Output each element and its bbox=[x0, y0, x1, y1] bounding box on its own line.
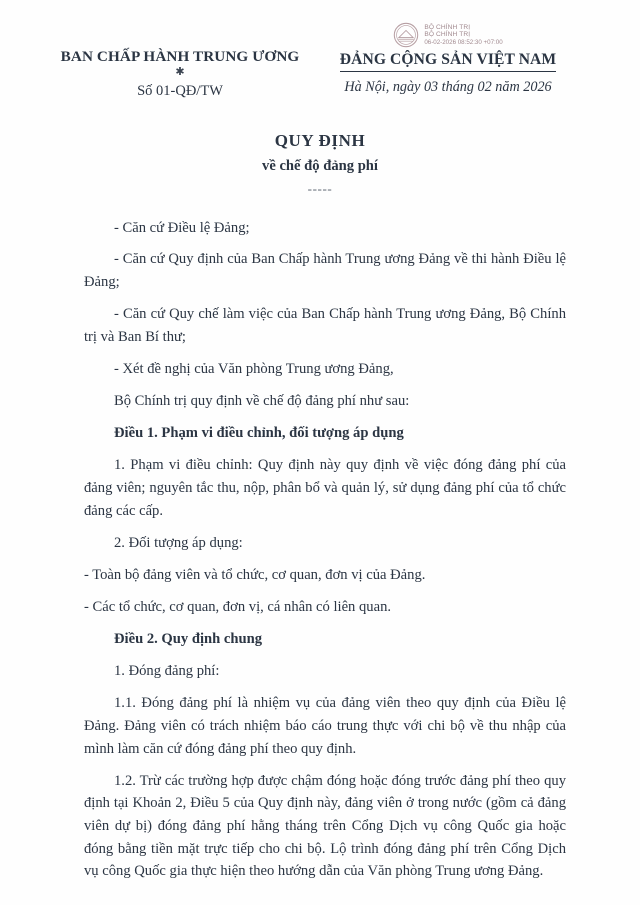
article-1-heading: Điều 1. Phạm vi điều chỉnh, đối tượng áp dụng bbox=[114, 425, 404, 442]
nation-name-wrapper bbox=[308, 51, 588, 72]
page-subtitle: về chế độ đảng phí bbox=[262, 157, 378, 174]
issuing-organization: BAN CHẤP HÀNH TRUNG ƯƠNG bbox=[60, 48, 300, 65]
document-body bbox=[0, 217, 640, 884]
article-1-clause-2: 2. Đối tượng áp dụng: bbox=[114, 534, 243, 551]
preamble-clause-3: - Căn cứ Quy chế làm việc của Ban Chấp hành Trung ương Đảng, Bộ Chính trị và Ban Bí thư; bbox=[84, 306, 566, 345]
preamble-clause-1: - Căn cứ Điều lệ Đảng; bbox=[114, 219, 250, 236]
signature-organization: BỘ CHÍNH TRỊ bbox=[424, 31, 471, 39]
digital-signature-stamp bbox=[308, 22, 588, 48]
preamble-clause-2: - Căn cứ Quy định của Ban Chấp hành Trung ương Đảng về thi hành Điều lệ Đảng; bbox=[84, 251, 566, 290]
article-1-clause-2-item-2: - Các tổ chức, cơ quan, đơn vị, cá nhân có liên quan. bbox=[84, 599, 392, 616]
document-title-block bbox=[0, 131, 640, 197]
document-number: Số 01-QĐ/TW bbox=[137, 82, 223, 99]
preamble-clause-4: - Xét đề nghị của Văn phòng Trung ương Đảng, bbox=[114, 361, 394, 378]
article-2-heading: Điều 2. Quy định chung bbox=[114, 631, 263, 648]
article-1-clause-1: 1. Phạm vi điều chỉnh: Quy định này quy định về việc đóng đảng phí của đảng viên; nguyên tắc thu, nộp, phân bổ và quản lý, sử dụng đảng phí của tổ chức đảng các cấp. bbox=[84, 457, 566, 519]
signature-timestamp: 06-02-2026 08:52:30 +07:00 bbox=[424, 39, 503, 47]
article-2-clause-1: 1. Đóng đảng phí: bbox=[114, 662, 220, 679]
enactment-statement: Bộ Chính trị quy định về chế độ đảng phí như sau: bbox=[114, 393, 410, 410]
header-right-block bbox=[308, 22, 588, 96]
signature-text-lines bbox=[424, 24, 502, 46]
signature-signer-name: BỘ CHÍNH TRỊ bbox=[424, 23, 471, 31]
article-1-clause-2-item-1: - Toàn bộ đảng viên và tổ chức, cơ quan, đơn vị của Đảng. bbox=[84, 566, 426, 583]
header-left-block bbox=[52, 22, 308, 101]
article-2-clause-1-1: 1.1. Đóng đảng phí là nhiệm vụ của đảng viên theo quy định của Điều lệ Đảng. Đảng viên có trách nhiệm báo cáo trung thực với chi bộ về thu nhập của mình làm căn cứ đóng đảng phí theo quy định. bbox=[84, 695, 566, 757]
circular-seal-icon bbox=[393, 22, 419, 48]
document-header bbox=[0, 0, 640, 101]
place-and-date: Hà Nội, ngày 03 tháng 02 năm 2026 bbox=[344, 79, 552, 95]
star-divider-icon: ✱ bbox=[175, 66, 185, 79]
page-title: QUY ĐỊNH bbox=[274, 130, 366, 150]
article-2-clause-1-2: 1.2. Trừ các trường hợp được chậm đóng hoặc đóng trước đảng phí theo quy định tại Khoản 2, Điều 5 của Quy định này, đảng viên ở trong nước (gồm cả đảng viên dự bị) đóng đảng phí hằng tháng trên Cổng Dịch vụ công Quốc gia hoặc đóng bằng tiền mặt trực tiếp cho chi bộ. Lộ trình đóng đảng phí trên Cổng Dịch vụ công Quốc gia thực hiện theo hướng dẫn của Văn phòng Trung ương Đảng. bbox=[84, 772, 566, 880]
title-dash-rule: ----- bbox=[307, 180, 333, 196]
nation-name: ĐẢNG CỘNG SẢN VIỆT NAM bbox=[340, 51, 557, 72]
